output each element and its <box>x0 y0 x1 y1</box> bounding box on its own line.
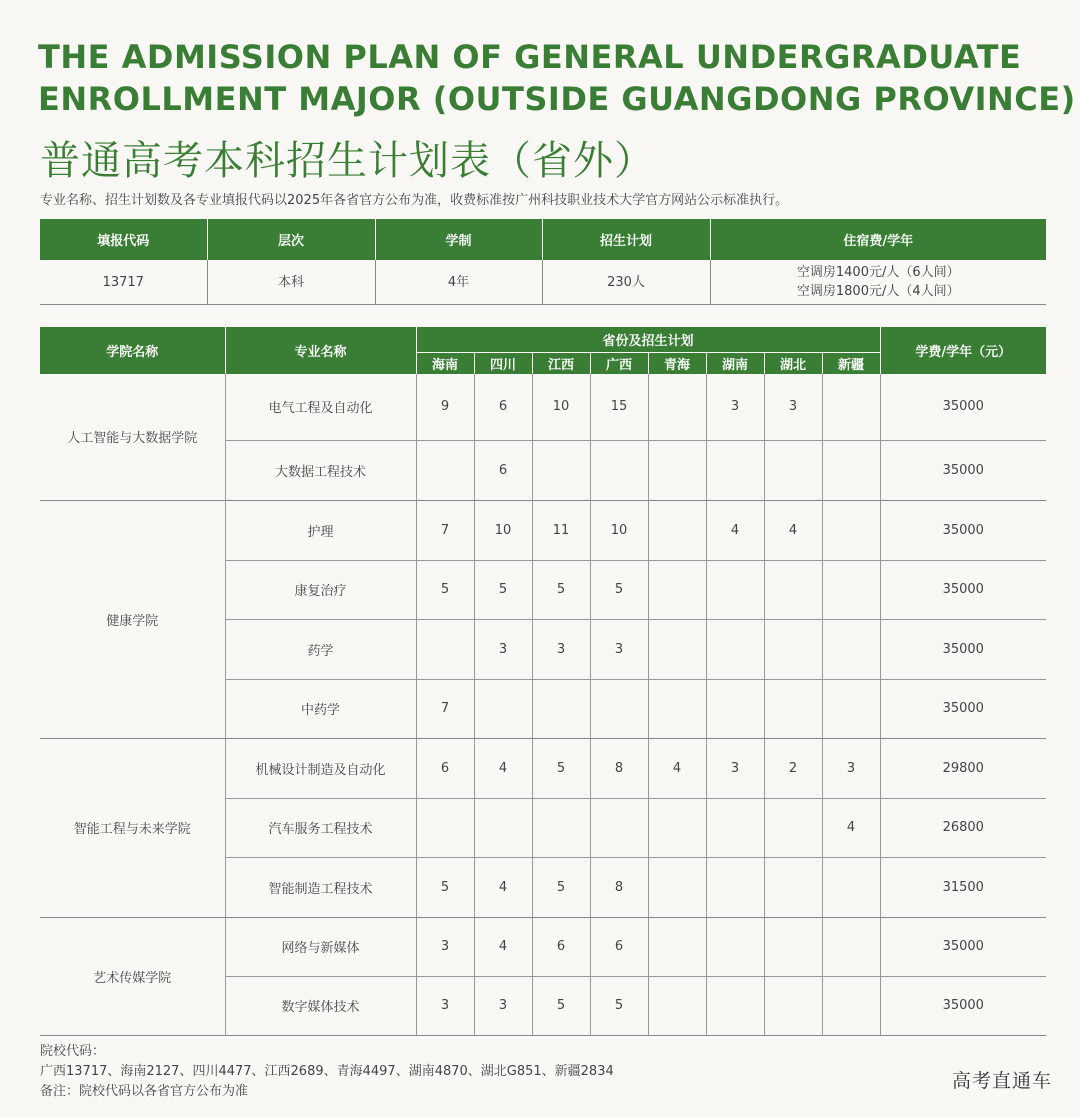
plan-count-cell <box>706 976 764 1035</box>
tuition-fee: 35000 <box>880 976 1046 1035</box>
major-name: 网络与新媒体 <box>225 917 416 976</box>
plan-count-cell: 3 <box>706 374 764 440</box>
summary-plan: 230人 <box>542 260 710 305</box>
header-province: 青海 <box>648 353 706 375</box>
major-name: 中药学 <box>225 679 416 738</box>
plan-count-cell: 3 <box>764 374 822 440</box>
plan-count-cell <box>764 619 822 679</box>
plan-count-cell <box>648 500 706 560</box>
plan-count-cell: 3 <box>822 738 880 798</box>
summary-row <box>40 260 1046 305</box>
tuition-fee: 31500 <box>880 857 1046 917</box>
plan-count-cell: 6 <box>474 440 532 500</box>
plan-count-cell <box>532 798 590 857</box>
page-title-en <box>38 36 1076 120</box>
plan-count-cell: 5 <box>590 560 648 619</box>
plan-count-cell <box>706 619 764 679</box>
footer <box>40 1042 614 1102</box>
header-province: 新疆 <box>822 353 880 375</box>
plan-count-cell <box>764 560 822 619</box>
header-province: 江西 <box>532 353 590 375</box>
tuition-fee: 26800 <box>880 798 1046 857</box>
plan-count-cell <box>822 679 880 738</box>
footer-codes: 广西13717、海南2127、四川4477、江西2689、青海4497、湖南4870、湖北G851、新疆2834 <box>40 1064 614 1079</box>
plan-count-cell: 2 <box>764 738 822 798</box>
watermark: 高考直通车 <box>951 1070 1052 1092</box>
major-name: 药学 <box>225 619 416 679</box>
plan-count-cell: 6 <box>474 374 532 440</box>
plan-count-cell <box>706 917 764 976</box>
header-major: 专业名称 <box>225 327 416 374</box>
page-title-cn: 普通高考本科招生计划表（省外） <box>40 138 655 184</box>
summary-dorm <box>710 260 1046 305</box>
plan-count-cell: 15 <box>590 374 648 440</box>
plan-count-cell: 3 <box>474 976 532 1035</box>
plan-count-cell <box>648 679 706 738</box>
plan-count-cell: 10 <box>532 374 590 440</box>
plan-count-cell: 10 <box>474 500 532 560</box>
title-en-line-1: THE ADMISSION PLAN OF GENERAL UNDERGRADUATE <box>38 38 1022 76</box>
plan-count-cell: 8 <box>590 857 648 917</box>
tuition-fee: 35000 <box>880 917 1046 976</box>
major-name: 智能制造工程技术 <box>225 857 416 917</box>
header-province: 湖北 <box>764 353 822 375</box>
table-row <box>40 500 1046 560</box>
header-dorm: 住宿费/学年 <box>710 219 1046 260</box>
major-name: 汽车服务工程技术 <box>225 798 416 857</box>
plan-count-cell: 8 <box>590 738 648 798</box>
plan-count-cell: 5 <box>532 560 590 619</box>
plan-count-cell <box>706 560 764 619</box>
table-row <box>40 917 1046 976</box>
plan-count-cell <box>474 798 532 857</box>
plan-count-cell: 4 <box>764 500 822 560</box>
plan-count-cell <box>648 374 706 440</box>
plan-count-cell: 3 <box>416 917 474 976</box>
tuition-fee: 35000 <box>880 560 1046 619</box>
summary-duration: 4年 <box>375 260 542 305</box>
tuition-fee: 35000 <box>880 440 1046 500</box>
plan-count-cell <box>822 500 880 560</box>
plan-count-cell <box>590 679 648 738</box>
plan-count-cell: 4 <box>474 857 532 917</box>
plan-count-cell <box>648 560 706 619</box>
summary-level: 本科 <box>207 260 375 305</box>
plan-count-cell <box>764 917 822 976</box>
dorm-line-2: 空调房1800元/人（4人间） <box>796 284 960 299</box>
plan-count-cell <box>822 976 880 1035</box>
plan-count-cell <box>474 679 532 738</box>
plan-count-cell: 3 <box>590 619 648 679</box>
plan-count-cell: 3 <box>416 976 474 1035</box>
plan-count-cell: 5 <box>532 857 590 917</box>
plan-header-row-1 <box>40 327 1046 353</box>
major-name: 机械设计制造及自动化 <box>225 738 416 798</box>
plan-count-cell: 3 <box>532 619 590 679</box>
plan-count-cell: 4 <box>706 500 764 560</box>
plan-count-cell: 5 <box>416 857 474 917</box>
plan-count-cell <box>416 440 474 500</box>
plan-count-cell: 4 <box>474 917 532 976</box>
major-name: 护理 <box>225 500 416 560</box>
header-code: 填报代码 <box>40 219 207 260</box>
plan-count-cell <box>822 619 880 679</box>
plan-count-cell <box>532 679 590 738</box>
plan-count-cell <box>416 619 474 679</box>
plan-count-cell <box>648 917 706 976</box>
summary-header-row <box>40 219 1046 260</box>
plan-count-cell: 10 <box>590 500 648 560</box>
subtitle-note: 专业名称、招生计划数及各专业填报代码以2025年各省官方公布为准，收费标准按广州科技职业技术大学官方网站公示标准执行。 <box>40 193 789 208</box>
plan-count-cell <box>648 619 706 679</box>
college-name: 健康学院 <box>40 500 225 738</box>
table-row <box>40 738 1046 798</box>
summary-code: 13717 <box>40 260 207 305</box>
college-name: 智能工程与未来学院 <box>40 738 225 917</box>
header-level: 层次 <box>207 219 375 260</box>
plan-count-cell <box>648 857 706 917</box>
college-name: 艺术传媒学院 <box>40 917 225 1035</box>
plan-count-cell: 5 <box>532 738 590 798</box>
major-name: 数字媒体技术 <box>225 976 416 1035</box>
plan-count-cell: 5 <box>590 976 648 1035</box>
plan-count-cell: 6 <box>532 917 590 976</box>
plan-count-cell: 5 <box>416 560 474 619</box>
tuition-fee: 35000 <box>880 374 1046 440</box>
plan-count-cell <box>822 440 880 500</box>
tuition-fee: 35000 <box>880 619 1046 679</box>
dorm-line-1: 空调房1400元/人（6人间） <box>796 265 960 280</box>
college-name: 人工智能与大数据学院 <box>40 374 225 500</box>
header-province: 四川 <box>474 353 532 375</box>
tuition-fee: 29800 <box>880 738 1046 798</box>
header-fee: 学费/学年（元） <box>880 327 1046 374</box>
plan-count-cell <box>706 857 764 917</box>
table-row <box>40 374 1046 440</box>
header-province: 湖南 <box>706 353 764 375</box>
plan-count-cell <box>822 560 880 619</box>
plan-count-cell <box>764 976 822 1035</box>
plan-count-cell: 4 <box>474 738 532 798</box>
header-province: 海南 <box>416 353 474 375</box>
header-college: 学院名称 <box>40 327 225 374</box>
plan-count-cell <box>648 440 706 500</box>
plan-count-cell <box>648 798 706 857</box>
plan-count-cell: 11 <box>532 500 590 560</box>
admission-plan-table <box>40 327 1046 1036</box>
plan-count-cell: 4 <box>648 738 706 798</box>
footer-label: 院校代码： <box>40 1044 106 1059</box>
title-en-line-2: ENROLLMENT MAJOR (OUTSIDE GUANGDONG PROVINCE) <box>38 80 1076 118</box>
plan-count-cell: 7 <box>416 500 474 560</box>
plan-count-cell: 4 <box>822 798 880 857</box>
header-province: 广西 <box>590 353 648 375</box>
plan-count-cell <box>416 798 474 857</box>
major-name: 电气工程及自动化 <box>225 374 416 440</box>
plan-count-cell <box>706 679 764 738</box>
major-name: 大数据工程技术 <box>225 440 416 500</box>
plan-count-cell: 7 <box>416 679 474 738</box>
header-duration: 学制 <box>375 219 542 260</box>
plan-count-cell: 3 <box>706 738 764 798</box>
plan-count-cell <box>706 798 764 857</box>
footer-note: 备注：院校代码以各省官方公布为准 <box>40 1084 249 1099</box>
summary-table <box>40 219 1046 305</box>
plan-count-cell <box>648 976 706 1035</box>
major-name: 康复治疗 <box>225 560 416 619</box>
plan-count-cell: 3 <box>474 619 532 679</box>
header-province-plan: 省份及招生计划 <box>416 327 880 353</box>
plan-count-cell <box>822 374 880 440</box>
header-plan: 招生计划 <box>542 219 710 260</box>
plan-count-cell: 9 <box>416 374 474 440</box>
plan-count-cell: 6 <box>416 738 474 798</box>
plan-count-cell <box>822 917 880 976</box>
plan-count-cell <box>822 857 880 917</box>
plan-count-cell <box>764 440 822 500</box>
tuition-fee: 35000 <box>880 679 1046 738</box>
plan-count-cell: 5 <box>532 976 590 1035</box>
plan-count-cell <box>764 857 822 917</box>
plan-count-cell: 6 <box>590 917 648 976</box>
plan-count-cell <box>706 440 764 500</box>
plan-count-cell: 5 <box>474 560 532 619</box>
plan-count-cell <box>590 798 648 857</box>
plan-count-cell <box>764 679 822 738</box>
tuition-fee: 35000 <box>880 500 1046 560</box>
plan-count-cell <box>764 798 822 857</box>
plan-count-cell <box>590 440 648 500</box>
plan-count-cell <box>532 440 590 500</box>
